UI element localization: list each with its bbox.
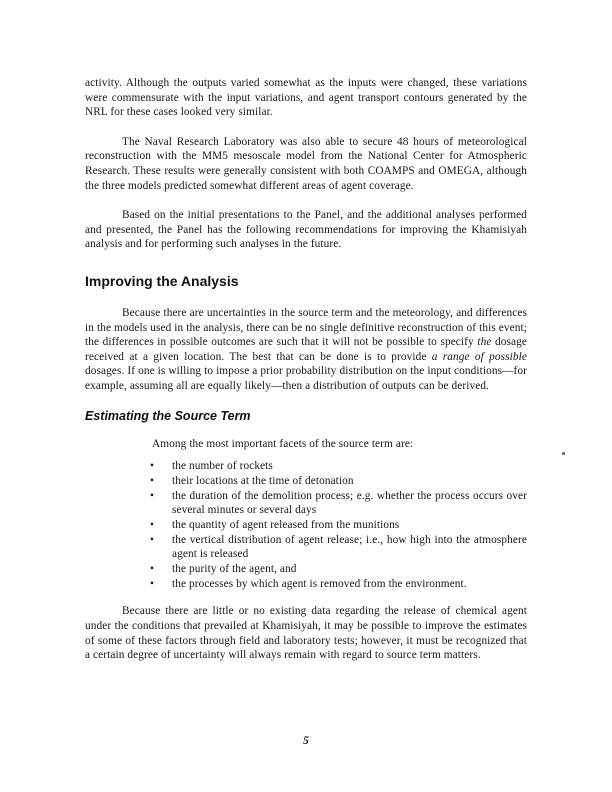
list-item-text: the vertical distribution of agent release; i.e., how high into the atmosphere agent is released (172, 533, 527, 561)
bullet-icon: • (150, 474, 155, 487)
paragraph-segment: Because there are uncertainties in the source term and the meteorology, and differences in the models used in the analysis, there can be no single definitive reconstruction of this event; the differences in possible outcomes are such that it will not be possible to specify (85, 306, 527, 349)
scan-artifact-dot (562, 452, 565, 455)
list-item-text: the quantity of agent released from the munitions (172, 518, 400, 531)
page-number: 5 (303, 735, 309, 747)
paragraph-uncertainties (85, 306, 527, 394)
italic-phrase-range-of-possible: a range of possible (431, 350, 527, 363)
bullet-icon: • (150, 533, 155, 546)
paragraph-panel-recommendations: Based on the initial presentations to the Panel, and the additional analyses performed and presented, the Panel has the following recommendations for improving the Khamisiyah analysis and for performing such analyses in the future. (85, 209, 527, 251)
list-item-text: their locations at the time of detonation (172, 474, 354, 487)
bullet-icon: • (150, 460, 155, 473)
bullet-icon: • (150, 577, 155, 590)
list-item-text: the purity of the agent, and (172, 563, 297, 576)
bullet-icon: • (150, 563, 155, 576)
list-item (150, 474, 527, 489)
list-item (150, 577, 527, 592)
italic-phrase-the: the (477, 336, 492, 349)
bullet-icon: • (150, 489, 155, 502)
paragraph-segment: dosage received at a given location. The best that can be done is to provide (85, 336, 527, 363)
list-item (150, 459, 527, 474)
source-term-bullet-list (85, 459, 527, 591)
bullet-icon: • (150, 518, 155, 531)
paragraph-naval-research-laboratory: The Naval Research Laboratory was also able to secure 48 hours of meteorological reconstruction with the MM5 mesoscale model from the National Center for Atmospheric Research. These results were generally consistent with both COAMPS and OMEGA, although the three models predicted somewhat different areas of agent coverage. (85, 135, 527, 192)
list-item (150, 562, 527, 577)
paragraph-model-outputs: activity. Although the outputs varied somewhat as the inputs were changed, these variations were commensurate with the input variations, and agent transport contours generated by the NRL for these cases looked very similar. (85, 77, 527, 119)
text-block (85, 76, 527, 663)
list-item (150, 518, 527, 533)
list-item (150, 533, 527, 562)
paragraph-source-term-intro: Among the most important facets of the source term are: (152, 437, 414, 450)
list-item-text: the duration of the demolition process; e.g. whether the process occurs over several minutes or several days (172, 489, 527, 517)
list-item (150, 489, 527, 518)
list-item-text: the number of rockets (172, 460, 273, 473)
paragraph-segment: dosages. If one is willing to impose a prior probability distribution on the input conditions—for example, assuming all are equally likely—then a distribution of outputs can be derived. (85, 365, 527, 392)
section-heading-improving-the-analysis: Improving the Analysis (85, 272, 239, 289)
subsection-heading-estimating-source-term: Estimating the Source Term (85, 408, 251, 423)
list-item-text: the processes by which agent is removed from the environment. (172, 577, 467, 590)
paragraph-field-laboratory-tests: Because there are little or no existing data regarding the release of chemical agent under the conditions that prevailed at Khamisiyah, it may be possible to improve the estimates of some of these factors through field and laboratory tests; however, it must be recognized that a certain degree of uncertainty will always remain with regard to source term matters. (85, 605, 527, 662)
